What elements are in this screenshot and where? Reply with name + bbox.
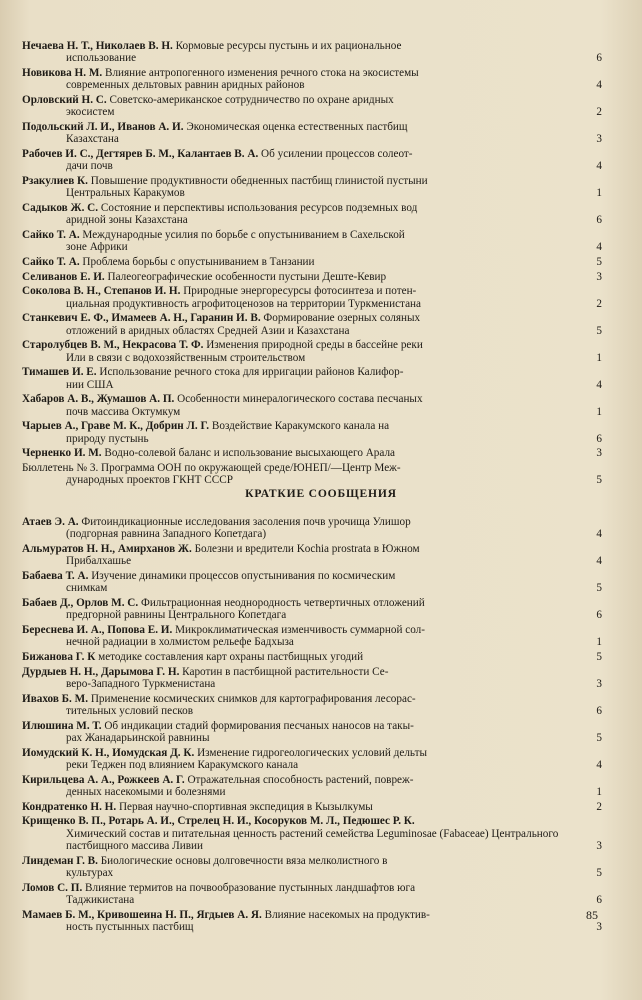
entry-title: Воздействие Каракумского канала на	[211, 420, 390, 433]
toc-entry	[22, 229, 602, 254]
entry-page: 2	[596, 800, 602, 813]
toc-entry	[22, 393, 602, 418]
entry-page: 3	[596, 921, 602, 933]
entry-author: Ивахов Б. М.	[22, 692, 89, 705]
entry-author: Илюшина М. Т.	[22, 719, 102, 732]
entry-title: Первая научно-спортивная экспедиция в Кызылкумы	[118, 800, 373, 813]
entry-title-cont: аридной зоны Казахстана	[66, 214, 188, 227]
entry-author: Селиванов Е. И.	[22, 270, 105, 283]
toc-entry	[22, 747, 602, 772]
contents-list-bottom	[22, 516, 602, 936]
toc-entry	[22, 271, 602, 283]
toc-entry	[22, 543, 602, 568]
entry-page: 1	[596, 351, 602, 364]
entry-author: Старолубцев В. М., Некрасова Т. Ф.	[22, 339, 204, 352]
entry-page: 3	[596, 840, 602, 852]
entry-title: Особенности минералогического состава песчаных	[177, 393, 423, 406]
entry-title: Фитоиндикационные исследования засоления почв урочища Улишор	[81, 516, 411, 528]
entry-title-cont: дународных проектов ГКНТ СССР	[66, 474, 233, 487]
entry-title: Палеогеографические особенности пустыни Деште-Кевир	[107, 270, 387, 283]
entry-page: 3	[596, 447, 602, 460]
entry-title-cont: реки Теджен под влиянием Каракумского канала	[66, 759, 299, 771]
toc-entry	[22, 121, 602, 146]
entry-title-cont: современных дельтовых равнин аридных районов	[66, 79, 305, 92]
entry-page: 5	[596, 474, 602, 487]
toc-entry	[22, 202, 602, 227]
entry-author: Хабаров А. В., Жумашов А. П.	[22, 393, 175, 406]
entry-title-cont: рах Жанадарьинской равнины	[66, 732, 210, 744]
entry-page: 6	[596, 609, 602, 622]
entry-author: Нечаева Н. Т., Николаев В. Н.	[22, 40, 173, 52]
toc-entry	[22, 815, 602, 852]
entry-page: 3	[596, 270, 602, 283]
toc-entry	[22, 94, 602, 119]
entry-title: Влияние термитов на почвообразование пустынных ландшафтов юга	[85, 881, 416, 894]
entry-title-cont: Центральных Каракумов	[66, 187, 185, 200]
entry-title: Бюллетень № 3. Программа ООН по окружающей среде/ЮНЕП/—Центр Меж-	[22, 461, 401, 474]
entry-author: Рабочев И. С., Дегтярев Б. М., Калантаев В. А.	[22, 148, 259, 160]
entry-page: 6	[596, 214, 602, 227]
entry-page: 4	[596, 79, 602, 92]
entry-title: Влияние насекомых на продуктив-	[264, 908, 430, 921]
entry-page: 4	[596, 378, 602, 391]
entry-author: Садыков Ж. С.	[22, 202, 99, 214]
entry-page: 4	[596, 528, 602, 541]
entry-page: 3	[596, 133, 602, 146]
entry-page: 6	[596, 705, 602, 717]
section-heading: КРАТКИЕ СООБЩЕНИЯ	[245, 487, 397, 500]
entry-page: 2	[596, 106, 602, 119]
toc-entry	[22, 666, 602, 691]
entry-title: Фильтрационная неоднородность четвертичных отложений	[140, 597, 425, 609]
entry-author: Альмуратов Н. Н., Амирханов Ж.	[22, 543, 192, 555]
toc-entry	[22, 312, 602, 337]
entry-title-cont: природу пустынь	[66, 432, 149, 445]
entry-page: 5	[596, 324, 602, 337]
entry-title: Об усилении процессов солеот-	[261, 148, 413, 160]
toc-entry	[22, 339, 602, 364]
entry-title-cont: использование	[66, 52, 137, 65]
entry-page: 5	[596, 651, 602, 663]
entry-title: Советско-американское сотрудничество по охране аридных	[109, 94, 394, 106]
entry-page: 1	[596, 405, 602, 418]
entry-title: Об индикации стадий формирования песчаных наносов на такы-	[104, 719, 414, 732]
entry-title-cont: Прибалхашье	[66, 555, 132, 568]
entry-title-cont: отложений в аридных областях Средней Азии и Казахстана	[66, 324, 350, 337]
entry-title: Формирование озерных соляных	[263, 312, 421, 325]
entry-author: Бабаев Д., Орлов М. С.	[22, 597, 139, 609]
toc-entry	[22, 462, 602, 487]
toc-entry	[22, 597, 602, 622]
entry-author: Орловский Н. С.	[22, 94, 107, 106]
entry-author: Крищенко В. П., Ротарь А. И., Стрелец Н. И., Косоруков М. Л., Педюшес Р. К.	[22, 815, 415, 828]
entry-title-cont: денных насекомыми и болезнями	[66, 786, 226, 798]
toc-entry	[22, 801, 602, 813]
entry-page: 5	[596, 732, 602, 744]
entry-author: Рзакулиев К.	[22, 175, 88, 187]
entry-title: Изменение гидрогеологических условий дельты	[197, 746, 427, 759]
entry-author: Тимашев И. Е.	[22, 366, 97, 379]
entry-title-cont: снимкам	[66, 582, 108, 595]
contents-list-top	[22, 40, 602, 489]
entry-page: 4	[596, 160, 602, 173]
toc-entry	[22, 855, 602, 880]
entry-title: Использование речного стока для ирригации районов Калифор-	[99, 366, 404, 379]
toc-entry	[22, 366, 602, 391]
entry-author: Соколова В. Н., Степанов И. Н.	[22, 285, 181, 298]
entry-author: Бабаева Т. А.	[22, 570, 89, 582]
entry-title: Международные усилия по борьбе с опустыниванием в Сахельской	[82, 229, 405, 241]
entry-page: 6	[596, 432, 602, 445]
entry-title-cont: Химический состав и питательная ценность растений семейства Leguminosae (Fabaceae) Центрального пастбищного массива Ливии	[66, 827, 559, 852]
entry-author: Сайко Т. А.	[22, 229, 80, 241]
entry-author: Дурдыев Н. Н., Дарымова Г. Н.	[22, 665, 180, 678]
entry-title-cont: зоне Африки	[66, 241, 128, 254]
toc-entry	[22, 909, 602, 934]
entry-author: Станкевич Е. Ф., Имамеев А. Н., Гаранин И. В.	[22, 312, 261, 325]
entry-author: Сайко Т. А.	[22, 256, 80, 268]
entry-author: Атаев Э. А.	[22, 516, 79, 528]
entry-title-cont: (подгорная равнина Западного Копетдага)	[66, 528, 267, 541]
entry-title-cont: почв массива Октумкум	[66, 405, 181, 418]
entry-title-cont: Или в связи с водохозяйственным строительством	[66, 351, 306, 364]
entry-page: 5	[596, 867, 602, 879]
entry-title-cont: нии США	[66, 378, 114, 391]
entry-page: 2	[596, 297, 602, 310]
entry-title-cont: тительных условий песков	[66, 705, 194, 717]
entry-title: Кормовые ресурсы пустынь и их рациональное	[175, 40, 402, 52]
entry-title-cont: нечной радиации в холмистом рельефе Бадхыза	[66, 636, 294, 649]
toc-entry	[22, 256, 602, 268]
entry-author: Линдеман Г. В.	[22, 854, 98, 867]
entry-page: 3	[596, 678, 602, 690]
entry-title: Каротин в пастбищной растительности Се-	[182, 665, 389, 678]
entry-title: Природные энергоресурсы фотосинтеза и потен-	[183, 285, 417, 298]
entry-page: 1	[596, 786, 602, 798]
toc-entry	[22, 693, 602, 718]
entry-title: Изучение динамики процессов опустынивания по космическим	[91, 570, 396, 582]
entry-title-cont: веро-Западного Туркменистана	[66, 678, 216, 690]
toc-entry	[22, 40, 602, 65]
entry-title: Проблема борьбы с опустыниванием в Танзании	[82, 256, 315, 268]
toc-entry	[22, 447, 602, 459]
entry-author: Черненко И. М.	[22, 447, 102, 460]
entry-title: Водно-солевой баланс и использование высыхающего Арала	[104, 447, 395, 460]
entry-author: Кондратенко Н. Н.	[22, 800, 117, 813]
entry-author: Береснева И. А., Попова Е. И.	[22, 624, 173, 636]
entry-title: Состояние и перспективы использования ресурсов подземных вод	[100, 202, 418, 214]
entry-page: 1	[596, 636, 602, 649]
entry-author: Иомудский К. Н., Иомудская Д. К.	[22, 746, 195, 759]
toc-entry	[22, 570, 602, 595]
entry-title: Отражательная способность растений, повреж-	[187, 773, 414, 786]
entry-author: Кирильцева А. А., Рожкеев А. Г.	[22, 773, 185, 786]
toc-entry	[22, 774, 602, 799]
entry-author: Ломов С. П.	[22, 881, 83, 894]
entry-page: 4	[596, 241, 602, 254]
toc-entry	[22, 67, 602, 92]
entry-title-cont: Таджикистана	[66, 894, 135, 906]
entry-page: 5	[596, 582, 602, 595]
toc-entry	[22, 651, 602, 663]
entry-title: Болезни и вредители Kochia prostrata в Южном	[194, 543, 420, 555]
toc-entry	[22, 516, 602, 541]
entry-author: Бижанова Г. К	[22, 651, 96, 663]
entry-title: Микроклиматическая изменчивость суммарной сол-	[175, 624, 425, 636]
toc-entry	[22, 285, 602, 310]
entry-title: Биологические основы долговечности вяза мелколистного в	[100, 854, 388, 867]
entry-title: Влияние антропогенного изменения речного стока на экосистемы	[105, 67, 419, 79]
entry-page: 5	[596, 256, 602, 268]
entry-title: Изменения природной среды в бассейне реки	[206, 339, 423, 352]
entry-title-cont: экосистем	[66, 106, 115, 119]
toc-entry	[22, 882, 602, 907]
entry-page: 6	[596, 894, 602, 906]
entry-title-cont: предгорной равнины Центрального Копетдага	[66, 609, 287, 622]
toc-entry	[22, 420, 602, 445]
entry-title-cont: ность пустынных пастбищ	[66, 921, 194, 933]
entry-title-cont: циальная продуктивность агрофитоценозов на территории Туркменистана	[66, 297, 421, 310]
entry-title: Повышение продуктивности обедненных пастбищ глинистой пустыни	[90, 175, 428, 187]
toc-entry	[22, 720, 602, 745]
entry-title-cont: Казахстана	[66, 133, 119, 146]
entry-title-cont: дачи почв	[66, 160, 113, 173]
entry-page: 4	[596, 555, 602, 568]
entry-title: Экономическая оценка естественных пастбищ	[186, 121, 408, 133]
toc-entry	[22, 624, 602, 649]
toc-entry	[22, 175, 602, 200]
entry-page: 1	[596, 187, 602, 200]
entry-author: Мамаев Б. М., Кривошеина Н. П., Ягдыев А. Я.	[22, 908, 262, 921]
entry-title: Применение космических снимков для картографирования лесорас-	[90, 692, 416, 705]
toc-entry	[22, 148, 602, 173]
entry-page: 6	[596, 52, 602, 65]
entry-author: Подольский Л. И., Иванов А. И.	[22, 121, 184, 133]
entry-author: Чарыев А., Граве М. К., Добрин Л. Г.	[22, 420, 210, 433]
page-number: 85	[586, 908, 598, 922]
entry-title: методике составления карт охраны пастбищных угодий	[98, 651, 364, 663]
entry-page: 4	[596, 759, 602, 771]
entry-author: Новикова Н. М.	[22, 67, 103, 79]
entry-title-cont: культурах	[66, 867, 114, 879]
